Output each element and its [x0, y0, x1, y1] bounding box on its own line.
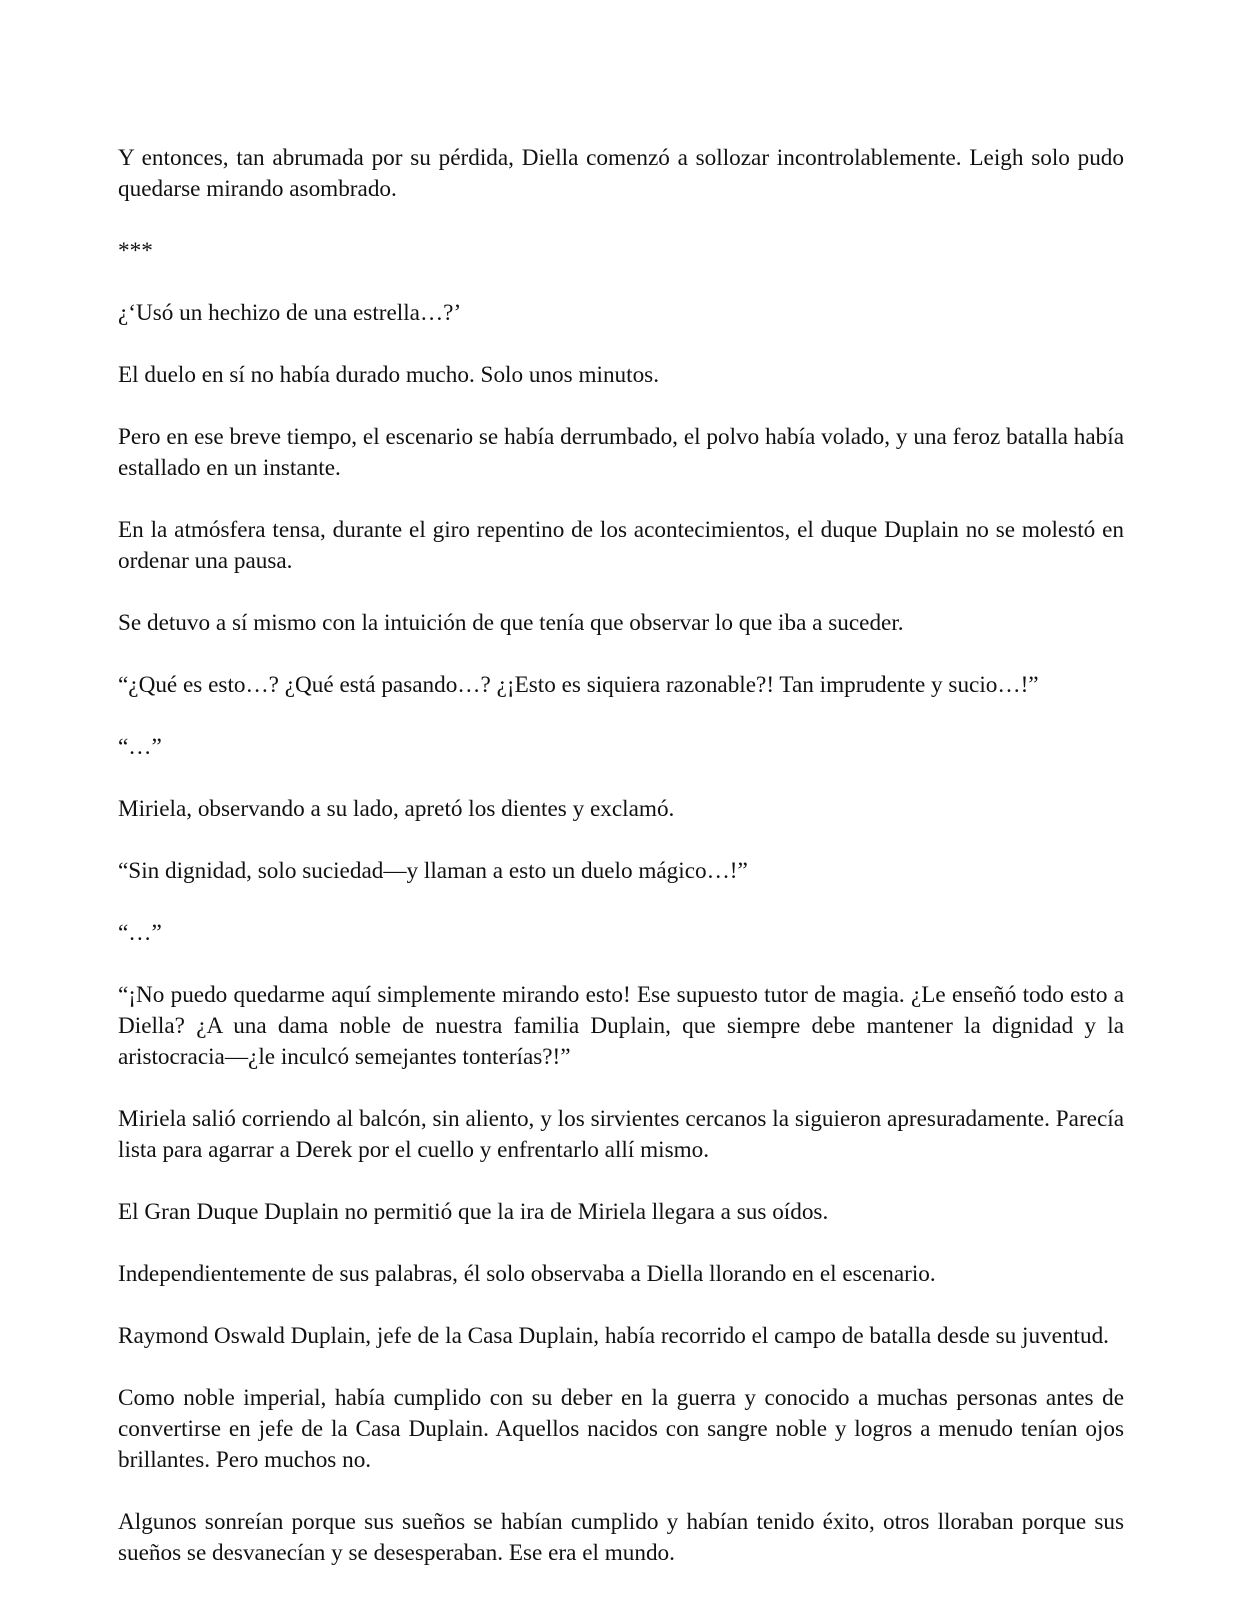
paragraph: Raymond Oswald Duplain, jefe de la Casa Duplain, había recorrido el campo de batalla desde su juventud.	[118, 1323, 1109, 1349]
paragraph: ¿‘Usó un hechizo de una estrella…?’	[118, 300, 462, 326]
paragraph: “…”	[118, 734, 162, 760]
paragraph: “Sin dignidad, solo suciedad—y llaman a esto un duelo mágico…!”	[118, 858, 748, 884]
paragraph: Como noble imperial, había cumplido con su deber en la guerra y conocido a muchas personas antes de convertirse en jefe de la Casa Duplain. Aquellos nacidos con sangre noble y logros a menudo tenían ojos brillantes. Pero muchos no.	[118, 1385, 1124, 1473]
paragraph: Se detuvo a sí mismo con la intuición de que tenía que observar lo que iba a suceder.	[118, 610, 904, 636]
paragraph: Algunos sonreían porque sus sueños se habían cumplido y habían tenido éxito, otros lloraban porque sus sueños se desvanecían y se desesperaban. Ese era el mundo.	[118, 1509, 1124, 1566]
document-body	[118, 143, 1124, 1600]
paragraph: El Gran Duque Duplain no permitió que la ira de Miriela llegara a sus oídos.	[118, 1199, 829, 1225]
paragraph: “¡No puedo quedarme aquí simplemente mirando esto! Ese supuesto tutor de magia. ¿Le enseñó todo esto a Diella? ¿A una dama noble de nuestra familia Duplain, que siempre debe mantener la dignidad y la aristocracia—¿le inculcó semejantes tonterías?!”	[118, 982, 1124, 1070]
scene-break: ***	[118, 238, 153, 264]
paragraph: Pero en ese breve tiempo, el escenario se había derrumbado, el polvo había volado, y una feroz batalla había estallado en un instante.	[118, 424, 1124, 481]
paragraph: “¿Qué es esto…? ¿Qué está pasando…? ¿¡Esto es siquiera razonable?! Tan imprudente y sucio…!”	[118, 672, 1039, 698]
paragraph: Independientemente de sus palabras, él solo observaba a Diella llorando en el escenario.	[118, 1261, 936, 1287]
paragraph: Miriela, observando a su lado, apretó los dientes y exclamó.	[118, 796, 675, 822]
paragraph: Y entonces, tan abrumada por su pérdida, Diella comenzó a sollozar incontrolablemente. Leigh solo pudo quedarse mirando asombrado.	[118, 145, 1124, 202]
paragraph: Miriela salió corriendo al balcón, sin aliento, y los sirvientes cercanos la siguieron apresuradamente. Parecía lista para agarrar a Derek por el cuello y enfrentarlo allí mismo.	[118, 1106, 1124, 1163]
paragraph: “…”	[118, 920, 162, 946]
paragraph: En la atmósfera tensa, durante el giro repentino de los acontecimientos, el duque Duplain no se molestó en ordenar una pausa.	[118, 517, 1124, 574]
paragraph: El duelo en sí no había durado mucho. Solo unos minutos.	[118, 362, 659, 388]
